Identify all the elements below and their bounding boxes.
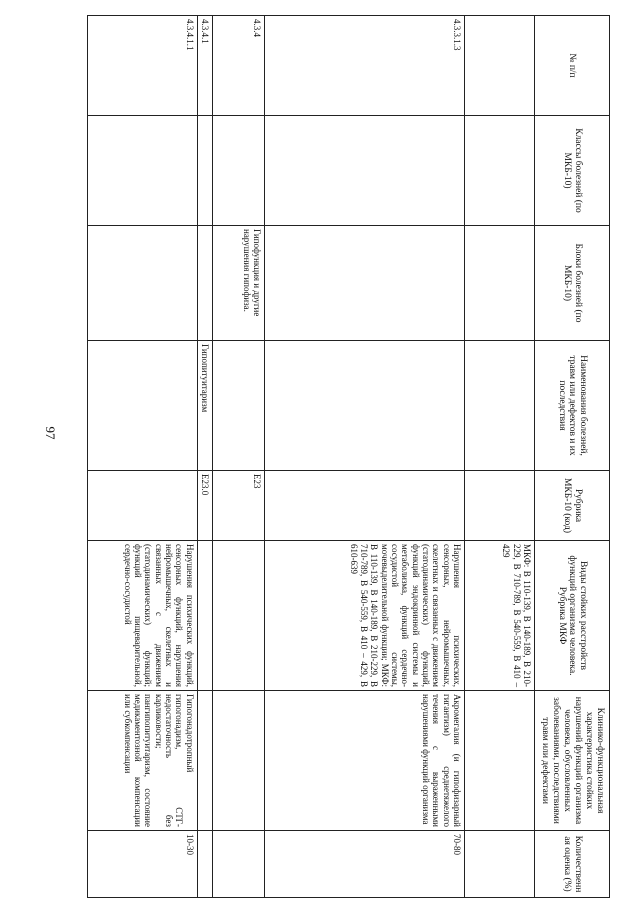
cell-blocks xyxy=(265,226,465,341)
table-row xyxy=(265,16,465,898)
header-row xyxy=(535,16,610,898)
table-row xyxy=(87,16,197,898)
cell-clinical xyxy=(213,691,265,831)
table-row xyxy=(197,16,212,898)
cell-icd: E23.0 xyxy=(197,471,212,541)
cell-score xyxy=(197,831,212,898)
disease-table xyxy=(87,15,610,898)
cell-score xyxy=(213,831,265,898)
cell-names xyxy=(87,341,197,471)
header-icd: Рубрика МКБ-10 (код) xyxy=(535,471,610,541)
header-blocks: Блоки болезней (по МКБ-10) xyxy=(535,226,610,341)
cell-names xyxy=(213,341,265,471)
cell-classes xyxy=(197,116,212,226)
cell-names xyxy=(265,341,465,471)
cell-num: 4.3.4.1 xyxy=(197,16,212,116)
header-types: Виды стойких расстройств функций организма человека. Рубрика МКФ xyxy=(535,541,610,691)
cell-clinical: Акромегалия (и гипофизарный гигантизм) среднетяжелого течения с выраженными нарушениями функций организма xyxy=(265,691,465,831)
cell-clinical: Гипогонадотропный гипогонадизм, СТГ-недостаточность без карликовости; пангипопитуитаризм, состояние медикаментозной компенсации или субкомпенсации xyxy=(87,691,197,831)
cell-score: 10-30 xyxy=(87,831,197,898)
header-classes: Классы болезней (по МКБ-10) xyxy=(535,116,610,226)
cell-score xyxy=(465,831,535,898)
header-names: Наименования болезней, травм или дефектов и их последствия xyxy=(535,341,610,471)
header-score: Количественная оценка (%) xyxy=(535,831,610,898)
cell-names: Гипопитуитаризм xyxy=(197,341,212,471)
cell-score: 70-80 xyxy=(265,831,465,898)
cell-classes xyxy=(87,116,197,226)
table-row xyxy=(213,16,265,898)
cell-icd xyxy=(465,471,535,541)
cell-icd: E23 xyxy=(213,471,265,541)
cell-icd xyxy=(265,471,465,541)
cell-types: Нарушения психических функций, сенсорных функций, нарушения нейромышечных, скелетных и связанных с движением (статодинамических) функций; функций пищеварительной, сердечно-сосудистой xyxy=(87,541,197,691)
cell-icd xyxy=(87,471,197,541)
cell-num xyxy=(465,16,535,116)
cell-classes xyxy=(465,116,535,226)
cell-num: 4.3.3.1.3 xyxy=(265,16,465,116)
rotated-table-wrapper xyxy=(70,15,610,897)
header-num: № п/п xyxy=(535,16,610,116)
cell-types: МКФ: В 110-139, В 140-189, В 210-229, В 710-789, В 540-559, В 410 – 429 xyxy=(465,541,535,691)
page-number: 97 xyxy=(43,426,58,440)
cell-clinical xyxy=(465,691,535,831)
cell-classes xyxy=(213,116,265,226)
cell-classes xyxy=(265,116,465,226)
cell-types xyxy=(197,541,212,691)
cell-types: Нарушения психических, сенсорных, нейромышечных, скелетных и связанных с движением (статодинамических) функций, функций эндокринной системы и метаболизма, функций сердечно-сосудистой системы, мочевыделительной функции; МКФ: В 110-139, В 140-189, В 210-229, В 710-789, В 540-559, В 410 – 429, В 610-639 xyxy=(265,541,465,691)
cell-num: 4.3.4 xyxy=(213,16,265,116)
cell-blocks xyxy=(87,226,197,341)
cell-clinical xyxy=(197,691,212,831)
cell-names xyxy=(465,341,535,471)
header-clinical: Клинико-функциональная характеристика стойких нарушений функций организма человека, обусловленных заболеваниями, последствиями травм или дефектами xyxy=(535,691,610,831)
cell-blocks xyxy=(197,226,212,341)
cell-num: 4.3.4.1.1 xyxy=(87,16,197,116)
cell-types xyxy=(213,541,265,691)
cell-blocks: Гипофункция и другие нарушения гипофиза. xyxy=(213,226,265,341)
cell-blocks xyxy=(465,226,535,341)
table-row xyxy=(465,16,535,898)
